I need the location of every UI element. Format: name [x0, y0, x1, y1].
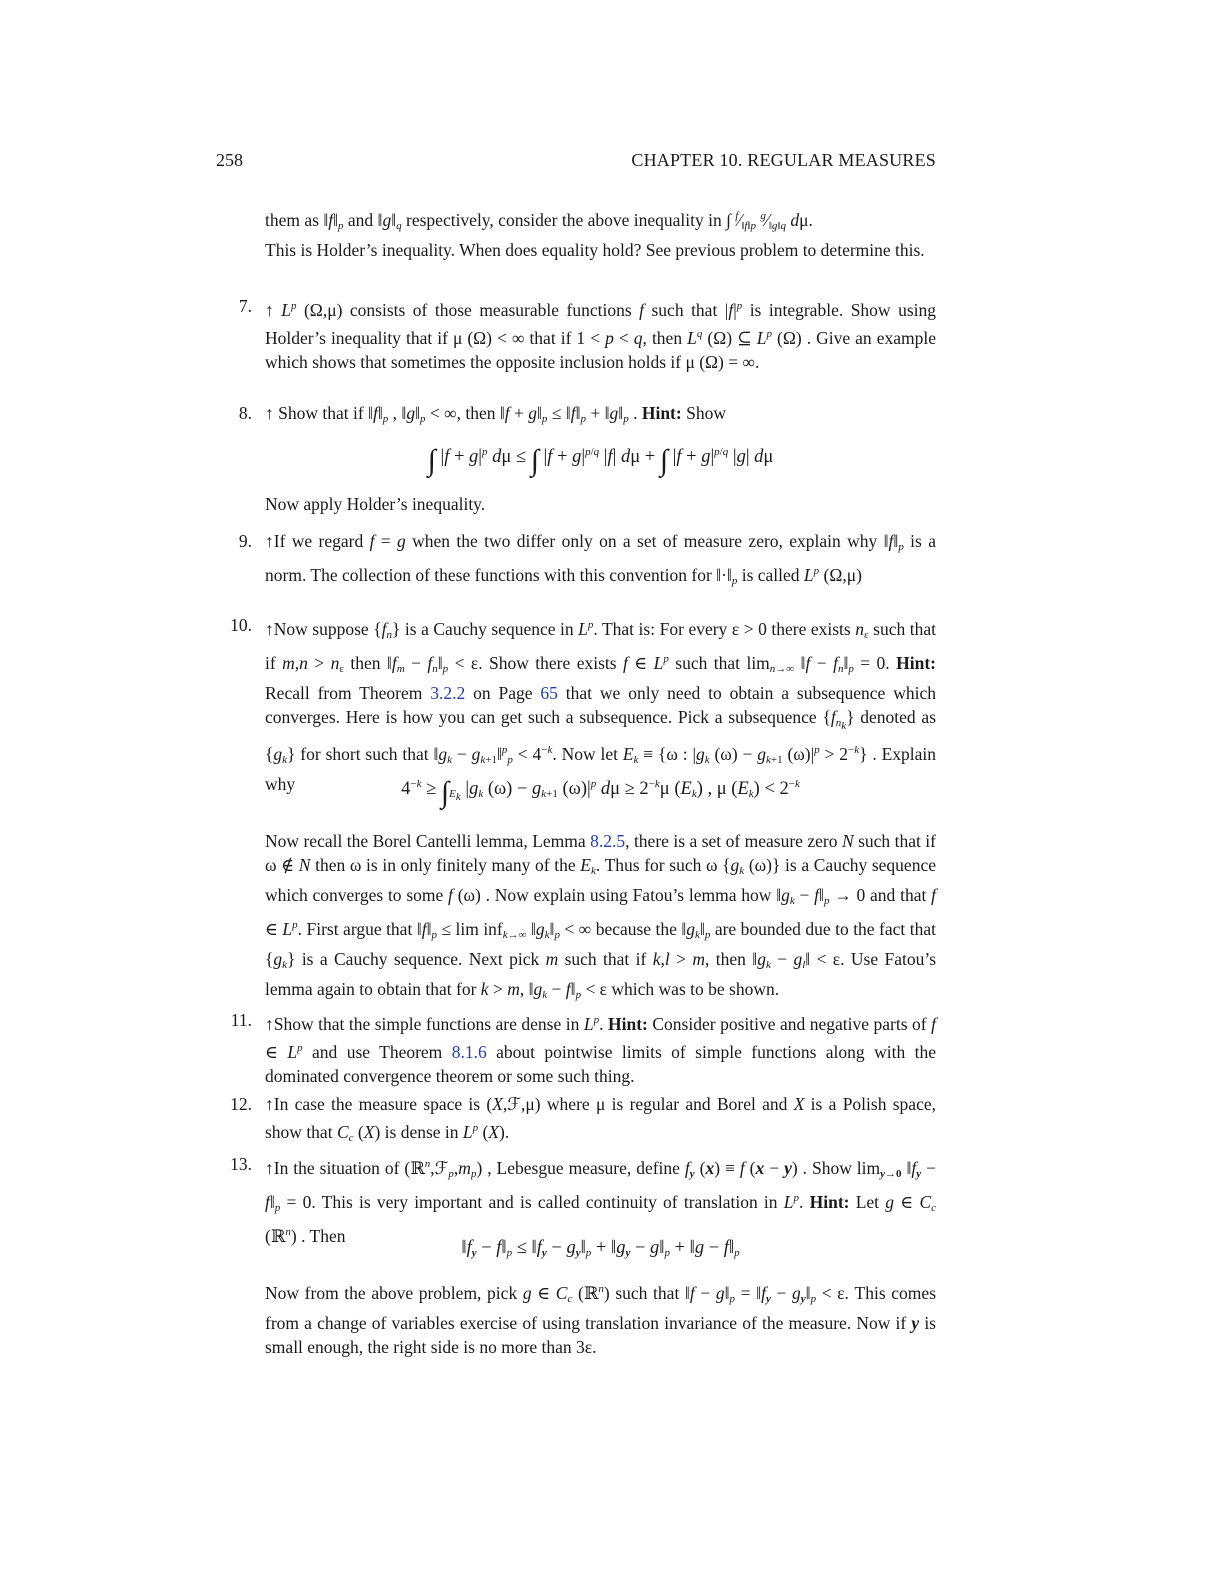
page-number: 258 [216, 150, 243, 170]
problem-8-after [265, 492, 936, 516]
problem-number: 8. [238, 403, 252, 423]
display-equation: ∫ $|f + g|^p$ dμ ≤ ∫ $|f + g|^{p/q}$ |f| dμ + ∫ $|f + g|^{p/q}$ |g| dμ [427, 444, 774, 477]
problem-text: Now apply Holder’s inequality. [265, 494, 486, 514]
problem-number: 9. [238, 531, 252, 551]
problem-8 [265, 401, 936, 431]
problem-text: Now from the above problem, pick g ∈ $C_c$ (ℝ$^n$) such that ‖f − $g‖_p$ = $‖f_y$ − $g_y‖_p < \varepsilon$. This comes from a change of variables exercise of using translation invariance of the measure. Now if y is small enough, the right side is no more than 3ε. [265, 1283, 937, 1357]
problem-text: ↑In case the measure space is (X,ℱ,μ) where μ is regular and Borel and X is a Polish space, show that $C_c$ (X) is dense in $L^p$ (X). [265, 1094, 936, 1144]
intro-text: This is Holder’s inequality. When does equality hold? See previous problem to determine this. [265, 240, 925, 260]
problem-text: ↑ Show that if $‖f‖_p$ , $‖g‖_p$ < ∞, then ‖f + $g‖_p$ ≤ $‖f‖_p$ + $‖g‖_p$ . Hint: Show [265, 403, 726, 425]
problem-9 [265, 529, 936, 593]
intro-paragraph [265, 204, 936, 262]
problem-number: 10. [230, 615, 252, 635]
problem-10 [265, 613, 936, 796]
display-equation: $‖f_y$ − $f‖_p$ ≤ $‖f_y$ − $g_y‖_p$ + $‖g_y$ − $g‖_p$ + ‖g − $f‖_p$ [461, 1238, 740, 1259]
display-equation: $4^{-k} \ge \int_{E_k}$ $|g_k$ $(\omega) - g_{k+1}$ $(\omega)|^p$ $d\mu \ge 2^{-k}\mu$ $(E_k)$ , μ $(E_k) < 2^{-k}$ [401, 776, 800, 809]
problem-7 [265, 294, 936, 374]
problem-10-after [265, 829, 936, 1007]
problem-text: Now recall the Borel Cantelli lemma, Lemma 8.2.5, there is a set of measure zero N such that if ω ∉ N then ω is in only finitely many of the $E_k$. Thus for such ω {$g_k$ (ω)} is a Cauchy sequence which converges to some f (ω) . Now explain using Fatou’s lemma how $‖g_k$ − $f‖_p \to 0$ and that f ∈ $L^p$. First argue that $‖f‖_p \le \lim inf_{k\to\infty}$ $‖g_k‖_p$ < ∞ because the $‖g_k‖_p$ are bounded due to the fact that $\{g_k\}$ is a Cauchy sequence. Next pick m such that if k,l > m, then $‖g_k$ − $g_l‖ < \varepsilon$. Use Fatou’s lemma again to obtain that for k > m, $‖g_k$ − $f‖_p < \varepsilon$ which was to be shown. [265, 831, 937, 1001]
problem-text: ↑In the situation of $(ℝ^n,ℱ_p,m_p)$ , Lebesgue measure, define $f_y$ (x) ≡ f (x − y) . Show $\lim_{y\to 0}$ $‖f_y$ − $f‖_p = 0$. This is very important and is called continuity of translation in $L^p$. Hint: Let g ∈ $C_c$ (ℝ$^n$) . Then [265, 1158, 937, 1246]
problem-text: ↑If we regard f = g when the two differ only on a set of measure zero, explain why $‖f‖_p$ is a norm. The collection of these functions with this convention for $‖\cdot‖_p$ is called $L^p$ (Ω,μ) [265, 531, 936, 587]
problem-number: 7. [238, 296, 252, 316]
problem-12 [265, 1092, 936, 1150]
problem-number: 12. [230, 1094, 252, 1114]
problem-number: 13. [230, 1154, 252, 1174]
problem-text: ↑Now suppose $\{f_n\}$ is a Cauchy sequence in $L^p$. That is: For every ε > 0 there exists $n_\varepsilon$ such that if $m,n > n_\varepsilon$ then $‖f_m$ − $f_n‖_p < \varepsilon$. Show there exists f ∈ $L^p$ such that $\lim_{n\to\infty}$ ‖f − $f_n‖_p = 0$. Hint: Recall from Theorem 3.2.2 on Page 65 that we only need to obtain a subsequence which converges. Here is how you can get such a subsequence. Pick a subsequence $\{f_{n_k}\}$ denoted as $\{g_k\}$ for short such that $‖g_k$ − $g_{k+1}‖^p_p < 4^{-k}$. Now let $E_k \equiv \{\omega$ : $|g_k$ $(\omega) - g_{k+1}$ $(\omega)|^p > 2^{-k}$} . Explain why [265, 619, 937, 794]
problem-text: ↑Show that the simple functions are dense in $L^p$. Hint: Consider positive and negative parts of f ∈ $L^p$ and use Theorem 8.1.6 about pointwise limits of simple functions along with the dominated convergence theorem or some such thing. [265, 1014, 937, 1086]
running-header: CHAPTER 10. REGULAR MEASURES [631, 150, 936, 170]
problem-13-after [265, 1277, 936, 1359]
problem-11 [265, 1008, 936, 1088]
intro-line: them as $‖f‖_p$ and $‖g‖_q$ respectively, consider the above inequality in ∫ $^f⁄_{‖f‖p}$ $^g⁄_{‖g‖q}$ dμ. [265, 210, 813, 232]
problem-text: ↑ $L^p$ (Ω,μ) consists of those measurable functions f such that $|f|^p$ is integrable. Show using Holder’s inequality that if μ (Ω) < ∞ that if 1 < p < q, then $L^q$ (Ω) ⊆ $L^p$ (Ω) . Give an example which shows that sometimes the opposite inclusion holds if μ (Ω) = ∞. [265, 300, 936, 372]
problem-number: 11. [230, 1010, 252, 1030]
problem-13 [265, 1152, 936, 1248]
